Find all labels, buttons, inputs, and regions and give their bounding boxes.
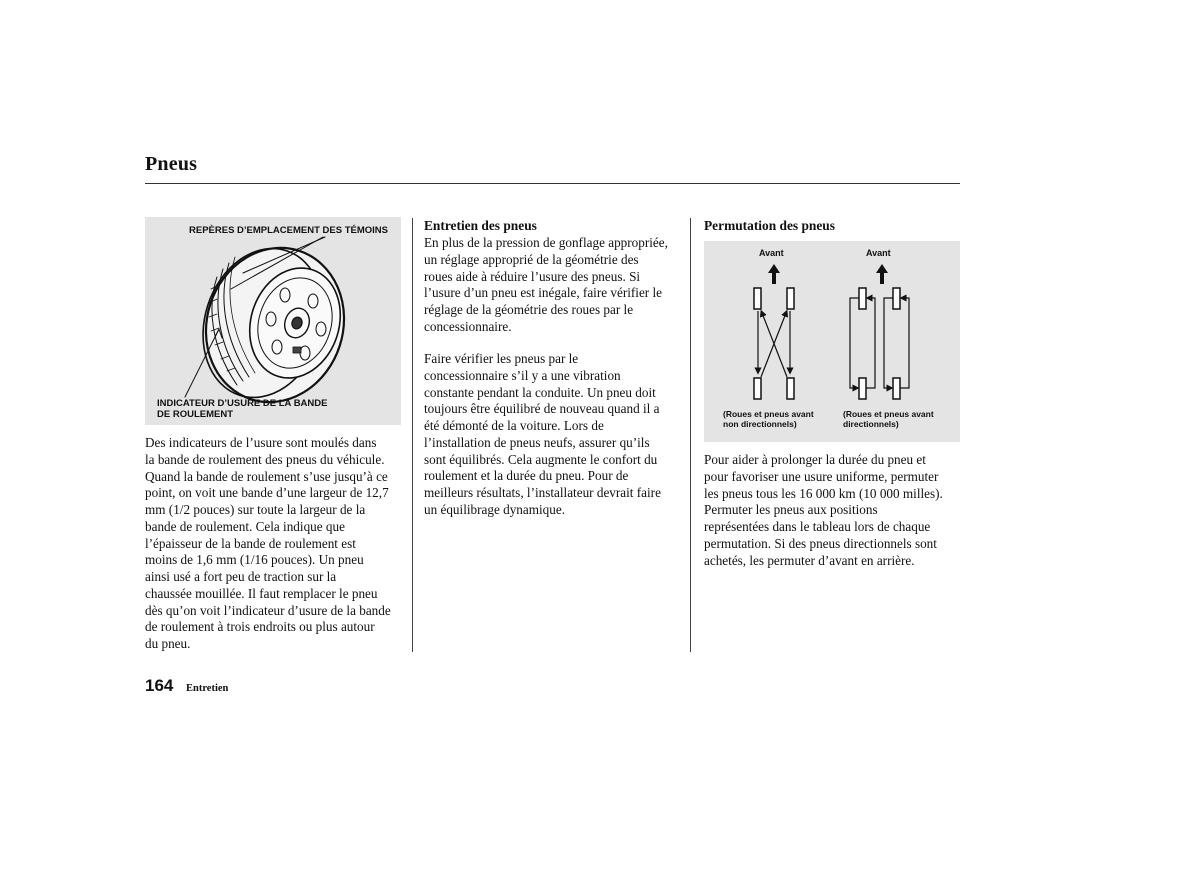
maintenance-paragraph-1 <box>424 235 686 336</box>
text-line: Permuter les pneus aux positions <box>704 502 878 518</box>
text-line: toujours être équilibré de nouveau quand il a <box>424 401 660 417</box>
text-line: l’installation de pneus neufs, assurer qu’ils <box>424 434 650 450</box>
text-line: ainsi usé a fort peu de traction sur la <box>145 569 337 584</box>
text-line: chaussée mouillée. Il faut remplacer le pneu <box>145 585 378 601</box>
text-line: moins de 1,6 mm (1/16 pouces). Un pneu <box>145 552 364 568</box>
header-rule <box>145 183 960 184</box>
text-line: de roulement à trois endroits ou plus autour <box>145 619 375 635</box>
tire-illustration <box>145 217 401 425</box>
text-line: les pneus tous les 16 000 km (10 000 milles). <box>704 485 943 501</box>
figure-caption-top: REPÈRES D’EMPLACEMENT DES TÉMOINS <box>189 225 388 236</box>
text-line: concessionnaire s’il y a une vibration <box>424 367 621 383</box>
text-line: sont équilibrés. Cela augmente le confort du <box>424 451 658 467</box>
tire-rotation-heading: Permutation des pneus <box>704 218 835 233</box>
front-label-right: Avant <box>866 248 891 258</box>
front-label-left: Avant <box>759 248 784 258</box>
text-line: point, on voit une bande d’une largeur de 12,7 <box>145 485 389 501</box>
text-line: constante pendant la conduite. Un pneu doit <box>424 384 656 400</box>
text-line: représentées dans le tableau lors de chaque <box>704 519 931 534</box>
column-divider-right <box>690 218 691 652</box>
text-line: Des indicateurs de l’usure sont moulés dans <box>145 435 377 450</box>
text-line: un équilibrage dynamique. <box>424 501 565 517</box>
text-line: concessionnaire. <box>424 318 512 334</box>
non-directional-caption <box>723 409 843 429</box>
text-line: du pneu. <box>145 636 191 651</box>
directional-caption <box>843 409 959 429</box>
text-line: Quand la bande de roulement s’use jusqu’à ce <box>145 468 388 484</box>
caption-line: (Roues et pneus avant <box>723 409 814 419</box>
text-line: mm (1/2 pouces) sur toute la largeur de la <box>145 502 366 517</box>
text-line: achetés, les permuter d’avant en arrière. <box>704 552 915 568</box>
maintenance-paragraph-2 <box>424 351 686 519</box>
page-title: Pneus <box>145 153 198 175</box>
tire-wear-figure <box>145 217 401 425</box>
column-divider-left <box>412 218 413 652</box>
text-line: l’usure d’un pneu est inégale, faire vérifier le <box>424 285 662 301</box>
figure-caption-bottom-line1: INDICATEUR D’USURE DE LA BANDE <box>157 398 328 409</box>
caption-line: directionnels) <box>843 419 899 429</box>
section-name: Entretien <box>186 683 229 694</box>
caption-line: non directionnels) <box>723 419 797 429</box>
text-line: l’épaisseur de la bande de roulement est <box>145 535 356 551</box>
page-number: 164 <box>145 676 174 695</box>
text-line: permutation. Si des pneus directionnels sont <box>704 535 937 551</box>
text-line: réglage de la géométrie des roues par le <box>424 302 634 317</box>
text-line: Pour aider à prolonger la durée du pneu et <box>704 452 926 467</box>
text-line: Faire vérifier les pneus par le <box>424 351 579 366</box>
caption-line: (Roues et pneus avant <box>843 409 934 419</box>
text-line: bande de roulement. Cela indique que <box>145 518 345 534</box>
text-line: meilleurs résultats, l’installateur devrait faire <box>424 485 661 500</box>
text-line: la bande de roulement des pneus du véhicule. <box>145 451 385 467</box>
text-line: été démonté de la voiture. Lors de <box>424 418 604 433</box>
figure-caption-bottom <box>157 398 397 420</box>
text-line: roues aide à réduire l’usure des pneus. Si <box>424 268 641 284</box>
text-line: roulement et la durée du pneu. Pour de <box>424 468 629 484</box>
text-line: un réglage approprié de la géométrie des <box>424 251 639 267</box>
wear-indicator-paragraph <box>145 435 407 653</box>
tire-maintenance-heading: Entretien des pneus <box>424 218 537 233</box>
figure-caption-bottom-line2: DE ROULEMENT <box>157 409 233 420</box>
text-line: En plus de la pression de gonflage appropriée, <box>424 235 668 250</box>
rotation-diagram <box>704 241 960 442</box>
rotation-paragraph <box>704 452 966 569</box>
text-line: pour favoriser une usure uniforme, permuter <box>704 468 939 484</box>
text-line: dès qu’on voit l’indicateur d’usure de la bande <box>145 602 391 618</box>
